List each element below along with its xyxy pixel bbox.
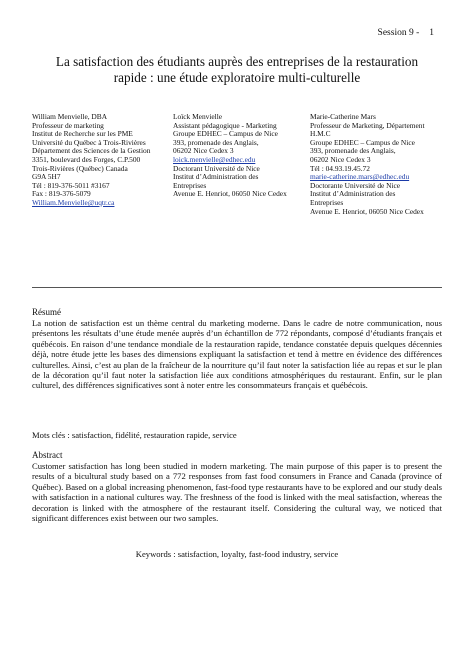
session-label: Session 9 - [377,28,420,38]
author-line: Professeur de marketing [32,120,104,130]
author-line: G9A 5H7 [32,172,61,182]
author-line: Département des Sciences de la Gestion [32,146,151,156]
author-email-link[interactable]: loick.menvielle@edhec.edu [173,154,256,164]
author-line: Fax : 819-376-5079 [32,189,91,199]
author-line: William Menvielle, DBA [32,112,108,121]
author-line: Groupe EDHEC – Campus de Nice [173,129,278,139]
paper-title [32,54,442,86]
author-william-menvielle [32,113,170,208]
author-line: Tél : 819-376-5011 #3167 [32,180,110,190]
keywords-line: Keywords : satisfaction, loyalty, fast-food industry, service [135,549,339,559]
author-email-link[interactable]: William.Menvielle@uqtr.ca [32,197,115,207]
author-line: 393, promenade des Anglais, [310,146,396,156]
author-email-link[interactable]: marie-catherine.mars@edhec.edu [310,172,410,182]
author-line: Trois-Rivières (Québec) Canada [32,163,128,173]
resume-heading: Résumé [32,307,61,317]
author-line: 393, promenade des Anglais, [173,137,259,147]
resume-paragraph: La notion de satisfaction est un thème central du marketing moderne. Dans le cadre de notre communication, nous présentons les résultats d’une étude menée auprès d’un échantillon de 772 répondants, composé d’étudiants français et québécois. En raison d’une tendance mondiale de la restauration rapide, tendance constatée depuis quelques décennies déjà, notre étude jette les bases des dimensions expliquant la satisfaction et tend à mettre en évidence des différences culturelles. Ainsi, c’est au plan de la fraîcheur de la nourriture qu’il faut noter la satisfaction liée au repas et sur le plan de la décoration qu’il faut noter la satisfaction liée aux conditions atmosphériques du restaurant. Enfin, sur le plan culturel, des différences significatives sont à noter entre les consommateurs français et québécois. [32,318,442,391]
page-number: 1 [429,28,434,38]
author-block [32,113,444,243]
author-line: Groupe EDHEC – Campus de Nice [310,137,415,147]
author-line: 06202 Nice Cedex 3 [173,146,234,156]
author-line: Tél : 04.93.19.45.72 [310,163,370,173]
author-line: Institut de Recherche sur les PME [32,129,133,139]
running-header [378,28,434,38]
abstract-paragraph: Customer satisfaction has long been studied in modern marketing. The main purpose of this paper is to present the results of a bicultural study based on a 772 responses from fast food consumers in France and Canada (province of Québec). Based on a global increasing phenomenon, fast-food type restaurants have to be explored and our study deals with satisfaction in a national cultures way. The freshness of the food is linked with the meal satisfaction, whereas the decoration is linked with the atmosphere of the restaurant itself. Considering the cultural way, we noticed that significant differences exist between our two samples. [32,461,442,524]
title-line-2: rapide : une étude exploratoire multi-culturelle [113,70,361,85]
author-line: Institut d’Administration des [310,189,396,199]
author-line: Loïck Menvielle [173,112,223,121]
author-line: Avenue E. Henriot, 06050 Nice Cedex [173,189,287,199]
author-line: Professeur de Marketing, Département [310,120,425,130]
author-line: Doctorante Université de Nice [310,180,401,190]
author-line: Entreprises [173,180,207,190]
horizontal-rule [32,287,442,288]
title-line-1: La satisfaction des étudiants auprès des entreprises de la restauration [55,54,419,69]
author-line: Doctorant Université de Nice [173,163,260,173]
author-line: Université du Québec à Trois-Rivières [32,137,146,147]
abstract-heading: Abstract [32,450,63,460]
author-line: Entreprises [310,197,344,207]
author-line: 06202 Nice Cedex 3 [310,154,371,164]
author-line: H.M.C [310,129,331,139]
author-loick-menvielle [173,113,307,199]
author-line: Assistant pédagogique - Marketing [173,120,277,130]
author-marie-catherine-mars [310,113,444,216]
author-line: 3351, boulevard des Forges, C.P.500 [32,154,141,164]
mots-cles: Mots clés : satisfaction, fidélité, restauration rapide, service [32,430,237,440]
author-line: Marie-Catherine Mars [310,112,376,121]
author-line: Avenue E. Henriot, 06050 Nice Cedex [310,206,424,216]
author-line: Institut d’Administration des [173,172,259,182]
